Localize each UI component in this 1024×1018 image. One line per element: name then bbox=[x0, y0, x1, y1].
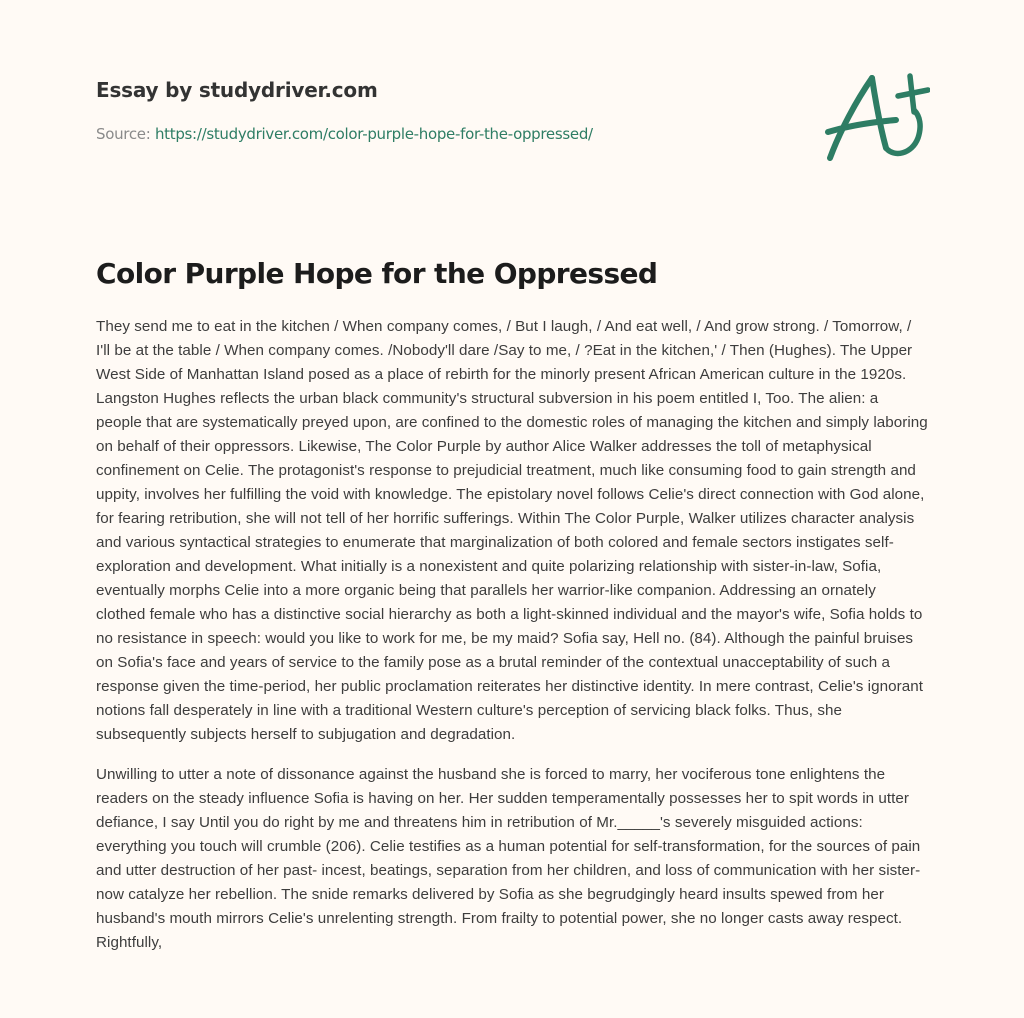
a-plus-grade-icon bbox=[818, 66, 930, 166]
site-title: Essay by studydriver.com bbox=[96, 78, 378, 102]
source-line bbox=[96, 124, 796, 144]
source-label: Source: bbox=[96, 125, 155, 143]
document-body bbox=[96, 315, 928, 971]
paragraph: Unwilling to utter a note of dissonance against the husband she is forced to marry, her vociferous tone enlightens the readers on the steady influence Sofia is having on her. Her sudden temperamentally possesses her to spit words in utter defiance, I say Until you do right by me and threatens him in retribution of Mr._____'s severely misguided actions: everything you touch will crumble (206). Celie testifies as a human potential for self-transformation, for the sources of pain and utter destruction of her past- incest, beatings, separation from her children, and loss of communication with her sister- now catalyze her rebellion. The snide remarks delivered by Sofia as she begrudgingly heard insults spewed from her husband's mouth mirrors Celie's unrelenting strength. From frailty to potential power, she no longer casts away respect. Rightfully, bbox=[96, 766, 921, 951]
source-link[interactable]: https://studydriver.com/color-purple-hope-for-the-oppressed/ bbox=[154, 125, 593, 143]
page-header bbox=[96, 76, 796, 144]
paragraph: They send me to eat in the kitchen / When company comes, / But I laugh, / And eat well, / And grow strong. / Tomorrow, / I'll be at the table / When company comes. /Nobody'll dare /Say to me, / ?Eat in the kitchen,' / Then (Hughes). The Upper West Side of Manhattan Island posed as a place of rebirth for the minorly present African American culture in the 1920s. Langston Hughes reflects the urban black community's structural subversion in his poem entitled I, Too. The alien: a people that are systematically preyed upon, are confined to the domestic roles of managing the kitchen and simply laboring on behalf of their oppressors. Likewise, The Color Purple by author Alice Walker addresses the toll of metaphysical confinement on Celie. The protagonist's response to prejudicial treatment, much like consuming food to gain strength and uppity, involves her fulfilling the void with knowledge. The epistolary novel follows Celie's direct connection with God alone, for fearing retribution, she will not tell of her horrific sufferings. Within The Color Purple, Walker utilizes character analysis and various syntactical strategies to enumerate that marginalization of both colored and female sectors instigates self-exploration and development. What initially is a nonexistent and quite polarizing relationship with sister-in-law, Sofia, eventually morphs Celie into a more organic being that parallels her warrior-like companion. Addressing an ornately clothed female who has a distinctive social hierarchy as both a light-skinned individual and the mayor's wife, Sofia holds to no resistance in speech: would you like to work for me, be my maid? Sofia say, Hell no. (84). Although the painful bruises on Sofia's face and years of service to the family pose as a brutal reminder of the contextual unacceptability of such a response given the time-period, her public proclamation reiterates her distinctive identity. In mere contrast, Celie's ignorant notions fall desperately in line with a traditional Western culture's perception of servicing black folks. Thus, she subsequently subjects herself to subjugation and degradation. bbox=[96, 318, 928, 743]
document-title: Color Purple Hope for the Oppressed bbox=[96, 257, 658, 290]
